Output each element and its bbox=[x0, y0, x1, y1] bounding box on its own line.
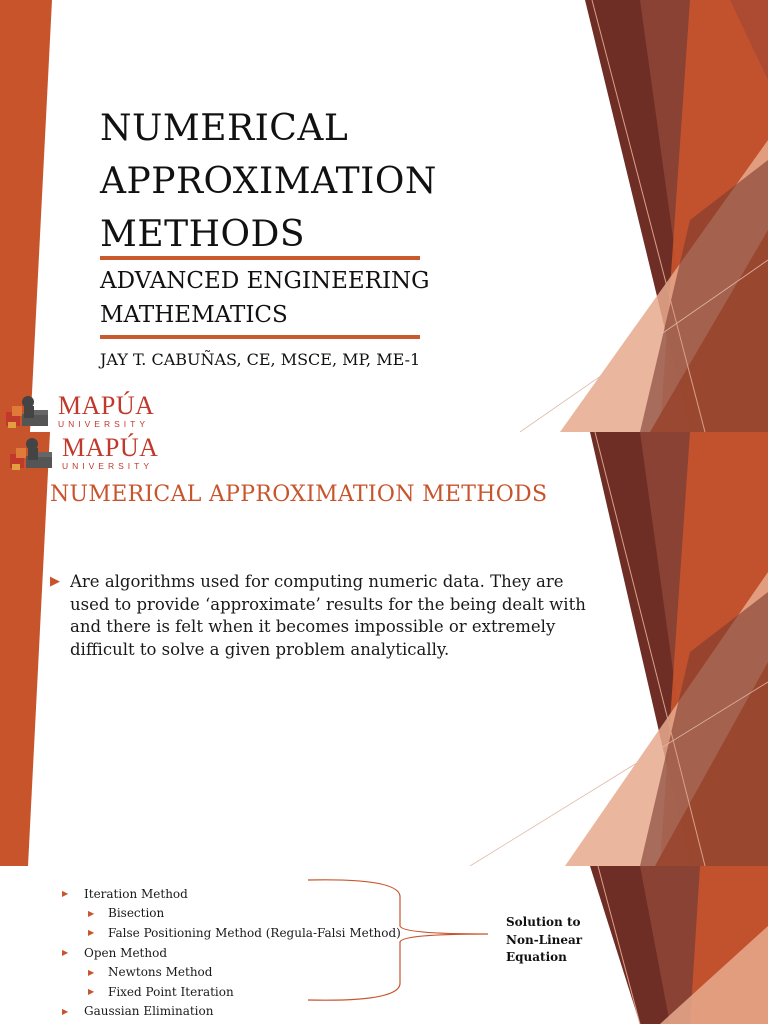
solution-line-2: Non-Linear bbox=[506, 932, 583, 947]
methods-list bbox=[62, 884, 401, 1021]
bullet-arrow-icon: ▶ bbox=[62, 948, 69, 958]
list-item bbox=[62, 1002, 401, 1022]
mapua-logo-slide2 bbox=[8, 434, 158, 472]
title-line-3: METHODS bbox=[100, 214, 306, 255]
solution-line-3: Equation bbox=[506, 950, 567, 964]
list-item bbox=[62, 943, 401, 963]
subtitle-line-2: MATHEMATICS bbox=[100, 302, 288, 328]
list-item bbox=[62, 884, 401, 904]
slide-title: NUMERICAL APPROXIMATION METHODS bbox=[50, 482, 548, 507]
list-item-label: False Positioning Method (Regula-Falsi Method) bbox=[108, 925, 401, 940]
title-divider bbox=[100, 256, 420, 260]
logo-subtitle: UNIVERSITY bbox=[58, 419, 150, 430]
subtitle-divider bbox=[100, 335, 420, 339]
list-item-label: Open Method bbox=[84, 945, 168, 960]
subtitle-line-1: ADVANCED ENGINEERING bbox=[100, 268, 430, 294]
presentation-title bbox=[100, 102, 460, 261]
mapua-logo-icon bbox=[4, 392, 54, 430]
bullet-arrow-icon: ▶ bbox=[62, 889, 69, 899]
title-slide bbox=[0, 0, 768, 432]
bullet-arrow-icon: ▶ bbox=[62, 1006, 69, 1016]
list-item-label: Iteration Method bbox=[84, 886, 188, 901]
logo-name: MAPÚA bbox=[62, 433, 159, 463]
title-line-2: APPROXIMATION bbox=[100, 161, 437, 202]
bullet-arrow-icon: ▶ bbox=[88, 967, 95, 977]
list-item bbox=[62, 962, 401, 982]
logo-name: MAPÚA bbox=[58, 391, 155, 421]
list-item bbox=[62, 982, 401, 1002]
bullet-arrow-icon: ▶ bbox=[88, 987, 95, 997]
list-item-label: Bisection bbox=[108, 906, 165, 921]
mapua-logo bbox=[4, 392, 154, 430]
bullet-arrow-icon: ▶ bbox=[50, 574, 60, 589]
methods-slide bbox=[0, 866, 768, 1024]
bullet-arrow-icon: ▶ bbox=[88, 908, 95, 918]
bullet-arrow-icon: ▶ bbox=[88, 928, 95, 938]
title-line-1: NUMERICAL bbox=[100, 108, 349, 149]
mapua-logo-icon bbox=[8, 434, 58, 472]
solution-label bbox=[506, 914, 596, 967]
logo-subtitle: UNIVERSITY bbox=[62, 461, 154, 472]
list-item bbox=[62, 904, 401, 924]
list-item-label: Newtons Method bbox=[108, 965, 213, 980]
presentation-subtitle bbox=[100, 264, 460, 332]
definition-slide bbox=[0, 432, 768, 866]
definition-bullet bbox=[50, 571, 590, 661]
author-name: JAY T. CABUÑAS, CE, MSCE, MP, ME-1 bbox=[100, 350, 421, 369]
list-item-label: Fixed Point Iteration bbox=[108, 984, 234, 999]
solution-line-1: Solution to bbox=[506, 915, 581, 929]
list-item-label: Gaussian Elimination bbox=[84, 1004, 214, 1019]
list-item bbox=[62, 923, 401, 943]
definition-text: Are algorithms used for computing numeric data. They are used to provide ‘approximate’ results for the being dealt with and there is felt when it becomes impossible or extremely difficult to solve a given problem analytically. bbox=[70, 572, 586, 659]
